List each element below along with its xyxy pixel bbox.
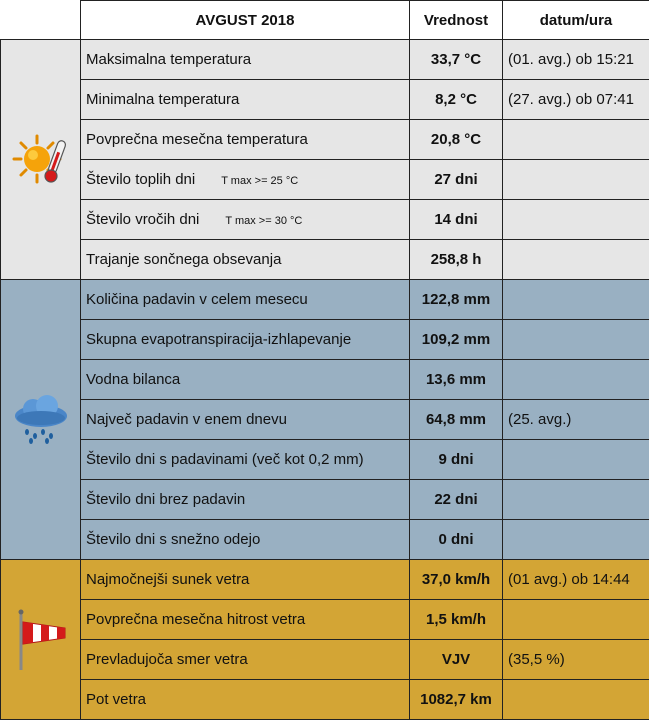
table-row: [1, 560, 649, 600]
value-column-header: Vrednost: [410, 1, 503, 40]
wind-icon-cell: [1, 560, 81, 720]
row-value: 20,8 °C: [410, 120, 503, 160]
row-label: Trajanje sončnega obsevanja: [81, 240, 410, 280]
temperature-icon-cell: [1, 40, 81, 280]
row-date: (35,5 %): [503, 640, 649, 680]
row-condition: T max >= 25 °C: [221, 175, 299, 187]
row-label: Najmočnejši sunek vetra: [81, 560, 410, 600]
windsock-icon: [11, 608, 71, 672]
row-value: 0 dni: [410, 520, 503, 560]
row-value: 258,8 h: [410, 240, 503, 280]
row-value: 14 dni: [410, 200, 503, 240]
table-row: [1, 200, 649, 240]
row-label: Minimalna temperatura: [81, 80, 410, 120]
month-title: AVGUST 2018: [81, 1, 410, 40]
row-date: [503, 480, 649, 520]
row-value: 64,8 mm: [410, 400, 503, 440]
table-row: [1, 280, 649, 320]
row-date: [503, 280, 649, 320]
row-date: [503, 520, 649, 560]
date-column-header: datum/ura: [503, 1, 649, 40]
row-label-cell: [81, 200, 410, 240]
row-value: 9 dni: [410, 440, 503, 480]
table-row: [1, 160, 649, 200]
table-row: [1, 40, 649, 80]
row-label: Prevladujoča smer vetra: [81, 640, 410, 680]
row-value: 109,2 mm: [410, 320, 503, 360]
row-date: [503, 320, 649, 360]
row-value: 22 dni: [410, 480, 503, 520]
row-date: [503, 680, 649, 720]
row-value: 1,5 km/h: [410, 600, 503, 640]
table-row: [1, 520, 649, 560]
row-date: [503, 120, 649, 160]
row-value: 8,2 °C: [410, 80, 503, 120]
row-value: 13,6 mm: [410, 360, 503, 400]
row-value: 122,8 mm: [410, 280, 503, 320]
row-date: [503, 240, 649, 280]
row-value: 33,7 °C: [410, 40, 503, 80]
row-label: Povprečna mesečna hitrost vetra: [81, 600, 410, 640]
row-label: Število dni s snežno odejo: [81, 520, 410, 560]
table-row: [1, 240, 649, 280]
row-date: (01. avg.) ob 15:21: [503, 40, 649, 80]
row-label: Največ padavin v enem dnevu: [81, 400, 410, 440]
table-row: [1, 120, 649, 160]
row-label: Vodna bilanca: [81, 360, 410, 400]
sun-thermometer-icon: [11, 130, 71, 190]
table-row: [1, 600, 649, 640]
table-row: [1, 480, 649, 520]
row-value: 27 dni: [410, 160, 503, 200]
row-label: Pot vetra: [81, 680, 410, 720]
row-date: (25. avg.): [503, 400, 649, 440]
header-row: [1, 1, 649, 40]
row-label: Količina padavin v celem mesecu: [81, 280, 410, 320]
row-date: (27. avg.) ob 07:41: [503, 80, 649, 120]
row-label: Skupna evapotranspiracija-izhlapevanje: [81, 320, 410, 360]
table-row: [1, 360, 649, 400]
table-row: [1, 400, 649, 440]
row-label: Število dni s padavinami (več kot 0,2 mm): [81, 440, 410, 480]
table-row: [1, 680, 649, 720]
row-date: [503, 200, 649, 240]
row-label: Povprečna mesečna temperatura: [81, 120, 410, 160]
row-label: Število toplih dni: [86, 171, 196, 188]
row-date: [503, 440, 649, 480]
table-row: [1, 320, 649, 360]
rain-cloud-icon: [11, 394, 71, 446]
row-value: 37,0 km/h: [410, 560, 503, 600]
row-value: VJV: [410, 640, 503, 680]
row-value: 1082,7 km: [410, 680, 503, 720]
row-condition: T max >= 30 °C: [225, 215, 303, 227]
table-row: [1, 640, 649, 680]
table-row: [1, 80, 649, 120]
row-label: Maksimalna temperatura: [81, 40, 410, 80]
table-row: [1, 440, 649, 480]
row-date: [503, 360, 649, 400]
row-date: [503, 160, 649, 200]
row-label: Število vročih dni: [86, 211, 200, 228]
precipitation-icon-cell: [1, 280, 81, 560]
row-label-cell: [81, 160, 410, 200]
row-label: Število dni brez padavin: [81, 480, 410, 520]
header-blank-cell: [1, 1, 81, 40]
row-date: [503, 600, 649, 640]
row-date: (01 avg.) ob 14:44: [503, 560, 649, 600]
